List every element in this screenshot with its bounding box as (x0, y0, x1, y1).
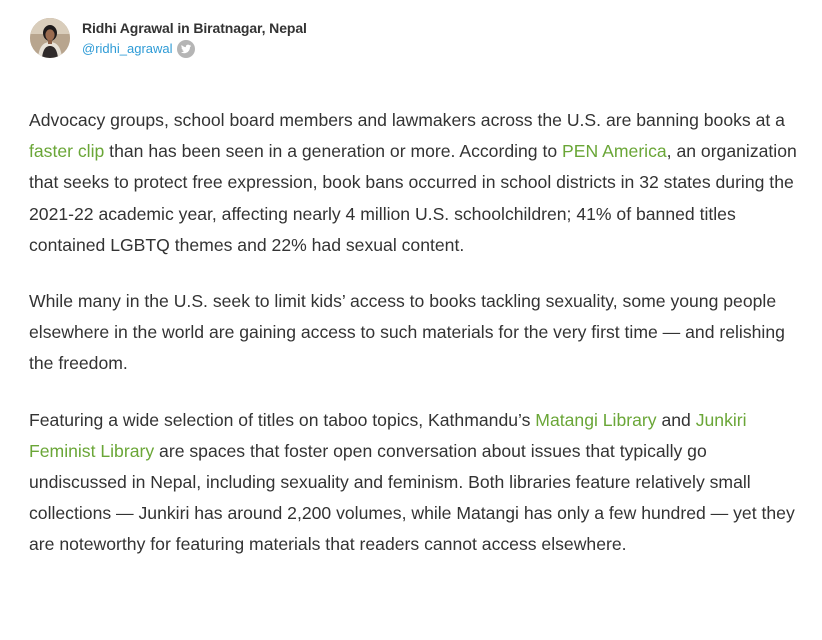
author-avatar[interactable] (30, 18, 70, 58)
article-paragraph-2 (29, 286, 799, 380)
paragraph-text: While many in the U.S. seek to limit kids’ access to books tackling sexuality, some young people elsewhere in the world are gaining access to such materials for the very first time — and relishing the freedom. (29, 291, 785, 374)
avatar-photo-icon (30, 18, 70, 58)
article-body (29, 105, 799, 586)
paragraph-text: Featuring a wide selection of titles on taboo topics, Kathmandu’s (29, 409, 536, 430)
paragraph-text: are spaces that foster open conversation about issues that typically go undiscussed in Nepal, including sexuality and feminism. Both libraries feature relatively small collections — Junkiri has around 2,200 volumes, while Matangi has only a few hundred — yet they are noteworthy for featuring materials that readers cannot access elsewhere. (29, 440, 795, 555)
author-line (82, 18, 307, 38)
author-byline (30, 18, 307, 58)
author-name[interactable]: Ridhi Agrawal (82, 20, 174, 36)
paragraph-text: than has been seen in a generation or more. According to (104, 141, 563, 162)
paragraph-text: Advocacy groups, school board members and lawmakers across the U.S. are banning books at a (29, 110, 785, 130)
faster-clip-link[interactable]: faster clip (29, 141, 105, 162)
author-handle-link[interactable]: @ridhi_agrawal (82, 41, 173, 56)
author-location: Biratnagar, Nepal (193, 20, 307, 36)
article-paragraph-1 (29, 105, 799, 261)
matangi-library-link[interactable]: Matangi Library (535, 409, 657, 430)
twitter-icon[interactable] (177, 40, 195, 58)
paragraph-text: and (656, 409, 696, 430)
article-paragraph-3 (29, 405, 799, 561)
byline-connector: in (173, 20, 194, 36)
junkiri-feminist-library-link[interactable]: Junkiri Feminist Library (29, 409, 747, 461)
pen-america-link[interactable]: PEN America (562, 141, 667, 162)
paragraph-text: , an organization that seeks to protect free expression, book bans occurred in school districts in 32 states during the 2021-22 academic year, affecting nearly 4 million U.S. schoolchildren; 41% of banned titles contained LGBTQ themes and 22% had sexual content. (29, 141, 797, 255)
